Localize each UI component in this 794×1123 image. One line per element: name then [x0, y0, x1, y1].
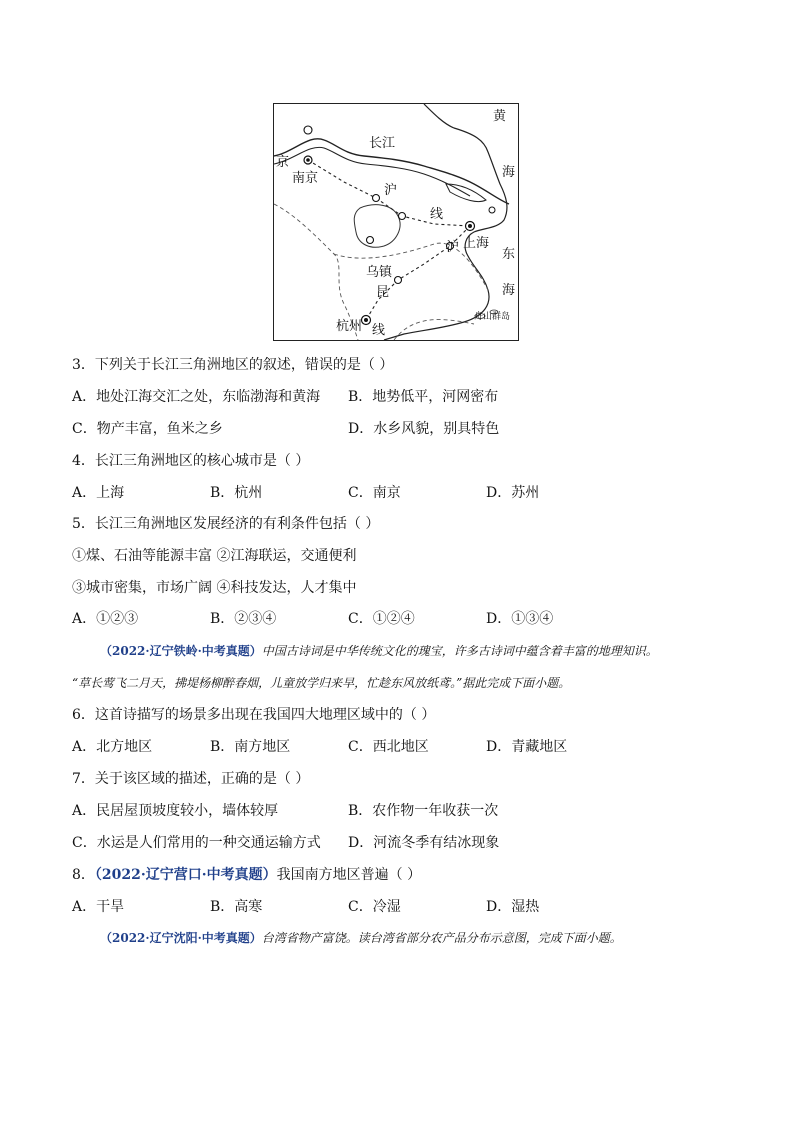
map-label-xian-2: 线 [372, 323, 386, 338]
map-label-hangzhou: 杭州 [336, 319, 363, 334]
question-6-option-b: B．南方地区 [210, 739, 291, 755]
question-3-option-b: B．地势低平，河网密布 [348, 389, 499, 405]
question-5-conditions-2: ③城市密集，市场广阔 ④科技发达，人才集中 [72, 580, 357, 596]
question-6-option-c: C．西北地区 [348, 739, 429, 755]
question-8-stem-text: 我国南方地区普遍（ ） [276, 867, 422, 883]
passage-2-text: 台湾省物产富饶。读台湾省部分农产品分布示意图，完成下面小题。 [261, 931, 622, 945]
map-label-hu: 沪 [384, 183, 398, 198]
city-marker [373, 195, 380, 202]
passage-1-source: （2022·辽宁铁岭·中考真题） [100, 644, 262, 658]
question-7-option-b: B．农作物一年收获一次 [348, 803, 499, 819]
map-label-hai: 海 [502, 165, 516, 180]
question-3-option-d: D．水乡风貌，别具特色 [348, 421, 500, 437]
question-4-option-c: C．南京 [348, 485, 401, 501]
question-8-number: 8． [72, 867, 95, 883]
question-5-option-b: B．②③④ [210, 611, 277, 627]
question-8-option-a: A．干旱 [72, 899, 125, 915]
question-4-stem: 4．长江三角洲地区的核心城市是（ ） [72, 453, 310, 469]
taihu-lake [354, 205, 400, 248]
passage-1-text-2: “草长莺飞二月天，拂堤杨柳醉春烟，儿童放学归来早，忙趁东风放纸鸢。”据此完成下面小题。 [72, 676, 571, 690]
question-5-option-a: A．①②③ [72, 611, 139, 627]
city-marker [489, 207, 495, 213]
question-8-option-d: D．湿热 [486, 899, 540, 915]
question-3-stem: 3．下列关于长江三角洲地区的叙述，错误的是（ ） [72, 357, 394, 373]
question-6-option-d: D．青藏地区 [486, 739, 568, 755]
question-7-stem: 7．关于该区域的描述，正确的是（ ） [72, 771, 310, 787]
map-figure [273, 103, 519, 341]
passage-1-line-1 [100, 643, 658, 659]
question-7-option-a: A．民居屋顶坡度较小，墙体较厚 [72, 803, 279, 819]
map-label-changjiang: 长江 [369, 136, 396, 151]
map-label-wuzhen: 乌镇 [366, 265, 393, 280]
map-label-nanjing: 南京 [292, 171, 319, 186]
question-4-option-b: B．杭州 [210, 485, 263, 501]
map-label-shanghai: 上海 [463, 236, 490, 251]
map-label-xian: 线 [430, 207, 444, 222]
map-label-huang: 黄 [493, 109, 507, 124]
question-3-option-a: A．地处江海交汇之处，东临渤海和黄海 [72, 389, 321, 405]
question-8-option-b: B．高寒 [210, 899, 263, 915]
passage-2-source: （2022·辽宁沈阳·中考真题） [100, 931, 262, 945]
passage-2 [100, 930, 622, 946]
question-7-option-d: D．河流冬季有结冰现象 [348, 835, 500, 851]
city-marker [395, 277, 402, 284]
city-marker [304, 126, 312, 134]
question-4-option-d: D．苏州 [486, 485, 540, 501]
question-5-option-d: D．①③④ [486, 611, 554, 627]
question-3-option-c: C．物产丰富，鱼米之乡 [72, 421, 223, 437]
question-6-stem: 6．这首诗描写的场景多出现在我国四大地理区域中的（ ） [72, 707, 436, 723]
question-6-option-a: A．北方地区 [72, 739, 153, 755]
question-5-conditions-1: ①煤、石油等能源丰富 ②江海联运，交通便利 [72, 548, 357, 564]
city-marker [367, 237, 374, 244]
question-8-stem [72, 866, 421, 884]
map-label-kun: 昆 [376, 285, 390, 300]
question-4-option-a: A．上海 [72, 485, 125, 501]
map-label-jing: 京 [276, 155, 290, 170]
question-8-source: （2022·辽宁营口·中考真题） [94, 867, 277, 883]
map-label-hu-2: 沪 [446, 240, 460, 255]
question-8-option-c: C．冷湿 [348, 899, 401, 915]
map-label-dong: 东 [502, 247, 516, 262]
question-5-stem: 5．长江三角洲地区发展经济的有利条件包括（ ） [72, 516, 380, 532]
question-5-option-c: C．①②④ [348, 611, 415, 627]
map-label-hai-2: 海 [502, 283, 516, 298]
passage-1-text-1: 中国古诗词是中华传统文化的瑰宝，许多古诗词中蕴含着丰富的地理知识。 [261, 644, 658, 658]
map-drawing [274, 104, 518, 340]
map-label-zhoushan: 舟山群岛 [474, 312, 511, 322]
coastline [384, 104, 507, 340]
question-7-option-c: C．水运是人们常用的一种交通运输方式 [72, 835, 321, 851]
city-marker [399, 213, 406, 220]
